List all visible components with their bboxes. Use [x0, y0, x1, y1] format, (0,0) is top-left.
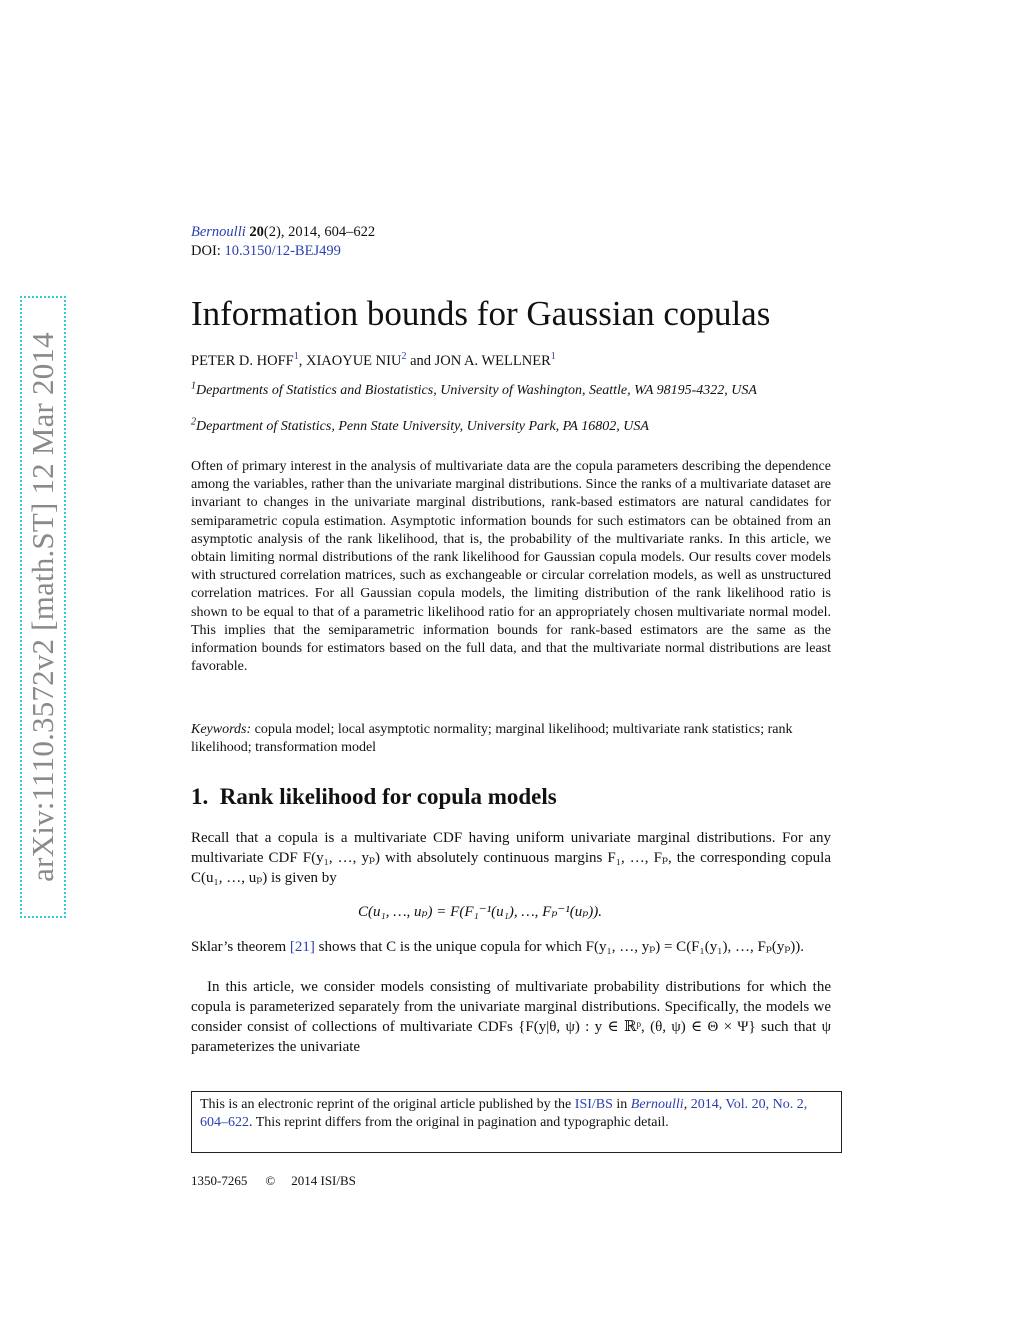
author-joiner: and	[410, 353, 431, 369]
sklar-text-after: shows that C is the unique copula for which F(y₁, …, yₚ) = C(F₁(y₁), …, Fₚ(yₚ)).	[314, 939, 805, 955]
affiliation-2-text: Department of Statistics, Penn State University, University Park, PA 16802, USA	[196, 419, 649, 434]
copyright-line	[191, 1172, 356, 1190]
section-title: Rank likelihood for copula models	[219, 784, 557, 809]
journal-name-link[interactable]: Bernoulli	[191, 224, 246, 240]
keywords	[191, 721, 831, 757]
citation-21-link[interactable]: [21]	[289, 939, 315, 955]
issn: 1350-7265	[191, 1173, 248, 1188]
copyright-text: 2014 ISI/BS	[291, 1173, 356, 1188]
arxiv-identifier-text: arXiv:1110.3572v2 [math.ST] 12 Mar 2014	[25, 332, 60, 882]
paragraph-sklar-theorem	[191, 937, 831, 957]
bernoulli-link[interactable]: Bernoulli	[630, 1097, 684, 1112]
affiliation-2	[191, 418, 836, 436]
copula-equation: C(u₁, …, uₚ) = F(F₁⁻¹(u₁), …, Fₚ⁻¹(uₚ)).	[358, 904, 602, 920]
journal-citation	[191, 223, 375, 261]
affiliation-mark-wellner[interactable]: 1	[550, 351, 556, 363]
doi-label: DOI:	[191, 243, 221, 259]
affiliation-1-mark: 1	[191, 380, 196, 392]
journal-issue-pages: (2), 2014, 604–622	[263, 224, 376, 240]
reprint-text-1: This is an electronic reprint of the original article published by the	[200, 1097, 575, 1112]
volume-issue-link[interactable]: 2014, Vol. 20, No. 2, 604–622	[200, 1097, 808, 1130]
journal-volume: 20	[249, 224, 264, 240]
keywords-label: Keywords:	[191, 722, 252, 737]
author-hoff: PETER D. HOFF	[191, 353, 294, 369]
affiliation-1	[191, 382, 836, 400]
paragraph-model-description: In this article, we consider models consisting of multivariate probability distributions for which the copula is parameterized separately from the univariate marginal distributions. Specifically, the models we consider consist of collections of multivariate CDFs {F(y|θ, ψ) : y ∈ ℝᵖ, (θ, ψ) ∈ Θ × Ψ} such that ψ parameterizes the univariate	[191, 979, 831, 1055]
reprint-text-4: . This reprint differs from the original in pagination and typographic detail.	[249, 1115, 669, 1130]
affiliation-mark-hoff[interactable]: 1	[293, 351, 299, 363]
reprint-notice-box	[191, 1091, 842, 1153]
author-list: PETER D. HOFF$^1$, XIAOYUE NIU$^2$ and JON A. WELLNER$^1$	[191, 351, 556, 369]
section-number: 1.	[191, 784, 209, 809]
affiliation-mark-niu[interactable]: 2	[401, 351, 407, 363]
reprint-text-2: in	[612, 1097, 631, 1112]
isi-bs-link[interactable]: ISI/BS	[574, 1097, 613, 1112]
doi-link[interactable]: 10.3150/12-BEJ499	[224, 243, 341, 259]
affiliation-1-text: Departments of Statistics and Biostatistics, University of Washington, Seattle, WA 98195-4322, USA	[196, 383, 757, 398]
affiliation-2-mark: 2	[191, 416, 196, 428]
arxiv-identifier-stamp[interactable]	[20, 296, 66, 918]
abstract: Often of primary interest in the analysis of multivariate data are the copula parameters describing the dependence among the variables, rather than the univariate marginal distributions. Since the ranks of a multivariate dataset are invariant to changes in the univariate marginal distributions, rank-based estimators are natural candidates for semiparametric copula estimation. Asymptotic information bounds for such estimators can be obtained from an asymptotic analysis of the rank likelihood, that is, the probability of the multivariate ranks. In this article, we obtain limiting normal distributions of the rank likelihood for Gaussian copula models. Our results cover models with structured correlation matrices, such as exchangeable or circular correlation models, as well as unstructured correlation matrices. For all Gaussian copula models, the limiting distribution of the rank likelihood ratio is shown to be equal to that of a parametric likelihood ratio for an appropriately chosen multivariate normal model. This implies that the semiparametric information bounds for rank-based estimators are the same as the information bounds for estimators based on the full data, and that the multivariate normal distributions are least favorable.	[191, 459, 831, 675]
paragraph-copula-definition: Recall that a copula is a multivariate CDF having uniform univariate marginal distributions. For any multivariate CDF F(y₁, …, yₚ) with absolutely continuous margins F₁, …, Fₚ, the corresponding copula C(u₁, …, uₚ) is given by	[191, 830, 831, 886]
author-wellner: JON A. WELLNER	[434, 353, 551, 369]
author-niu: XIAOYUE NIU	[305, 353, 402, 369]
keywords-text: copula model; local asymptotic normality; marginal likelihood; multivariate rank statistics; rank likelihood; transformation model	[191, 722, 793, 756]
sklar-text-before: Sklar’s theorem	[191, 939, 290, 955]
section-heading	[191, 782, 557, 812]
copyright-symbol: ©	[265, 1173, 276, 1188]
paper-title: Information bounds for Gaussian copulas	[191, 294, 771, 333]
reprint-text-3: ,	[683, 1097, 691, 1112]
